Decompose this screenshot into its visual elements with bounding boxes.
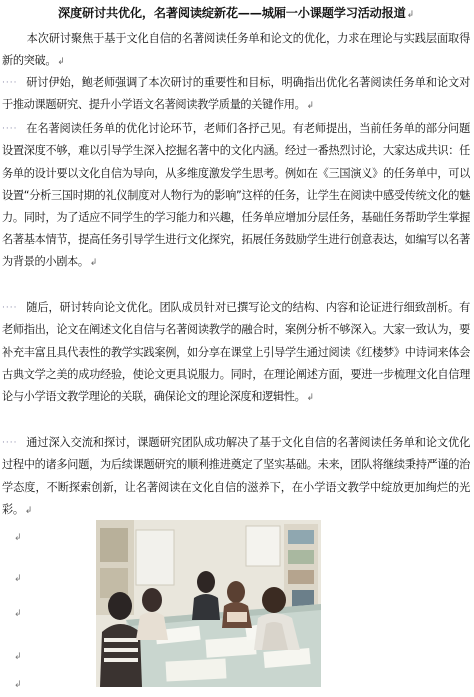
paragraph-mark-icon: ↲ — [306, 101, 314, 112]
indent-marker-icon: ···· — [2, 124, 18, 134]
meeting-photo — [96, 520, 321, 687]
paragraph-text: 本次研讨聚焦于基于文化自信的名著阅读任务单和论文的优化，力求在理论与实践层面取得新的突破。 — [2, 32, 470, 68]
empty-paragraph-mark-icon: ↲ — [14, 609, 22, 619]
empty-paragraph-mark-icon: ↲ — [14, 574, 22, 584]
paragraph-text: 研讨伊始，鲍老师强调了本次研讨的重要性和目标，明确指出优化名著阅读任务单和论文对于推动课题研究、提升小学语文名著阅读教学质量的关键作用。 — [2, 76, 470, 112]
paragraph-mark-icon: ↲ — [89, 258, 97, 269]
paragraph-mark-icon: ↲ — [57, 57, 65, 68]
paragraph-opening — [2, 72, 470, 118]
paragraph-task-sheet — [2, 118, 470, 275]
title-text: 深度研讨共优化，名著阅读绽新花——城厢一小课题学习活动报道 — [58, 6, 406, 20]
paragraph-text: 通过深入交流和探讨，课题研究团队成功解决了基于文化自信的名著阅读任务单和论文优化过程中的诸多问题，为后续课题研究的顺利推进奠定了坚实基础。未来，团队将继续秉持严谨的治学态度，不断探索创新，让名著阅读在文化自信的滋养下，在小学语文教学中绽放更加绚烂的光彩。 — [2, 436, 470, 516]
paragraph-paper-optimization — [2, 297, 470, 409]
indent-marker-icon: ···· — [2, 438, 18, 448]
document-title — [10, 4, 462, 24]
paragraph-text: 在名著阅读任务单的优化讨论环节，老师们各抒己见。有老师提出，当前任务单的部分问题设置深度不够，难以引导学生深入挖掘名著中的文化内涵。经过一番热烈讨论，大家达成共识：任务单的设计要以文化自信为导向，从多维度激发学生思考。例如在《三国演义》的任务单中，可以设置“分析三国时期的礼仪制度对人物行为的影响”这样的任务，让学生在阅读中感受传统文化的魅力。同时，为了适应不同学生的学习能力和兴趣，任务单应增加分层任务，基础任务帮助学生掌握名著基本情节，提高任务引导学生进行文化探究，拓展任务鼓励学生进行创意表达，如编写以名著为背景的小剧本。 — [2, 122, 470, 269]
paragraph-conclusion — [2, 432, 470, 522]
paragraph-intro — [2, 28, 470, 73]
paragraph-mark-icon: ↲ — [406, 10, 414, 20]
paragraph-mark-icon: ↲ — [24, 505, 32, 516]
paragraph-text: 随后，研讨转向论文优化。团队成员针对已撰写论文的结构、内容和论证进行细致剖析。有老师指出，论文在阐述文化自信与名著阅读教学的融合时，案例分析不够深入。大家一致认为，要补充丰富且具代表性的教学实践案例，如分享在课堂上引导学生通过阅读《红楼梦》中诗词来体会古典文学之美的成功经验，使论文更具说服力。同时，在理论阐述方面，要进一步梳理文化自信理论与小学语文教学理论的关联，确保论文的理论深度和逻辑性。 — [2, 301, 470, 403]
empty-paragraph-mark-icon: ↲ — [14, 680, 22, 690]
indent-marker-icon: ···· — [2, 303, 18, 313]
empty-paragraph-mark-icon: ↲ — [14, 652, 22, 662]
empty-paragraph-mark-icon: ↲ — [14, 533, 22, 543]
indent-marker-icon: ···· — [2, 78, 18, 88]
meeting-photo-illustration — [96, 520, 321, 687]
paragraph-mark-icon: ↲ — [306, 392, 314, 403]
